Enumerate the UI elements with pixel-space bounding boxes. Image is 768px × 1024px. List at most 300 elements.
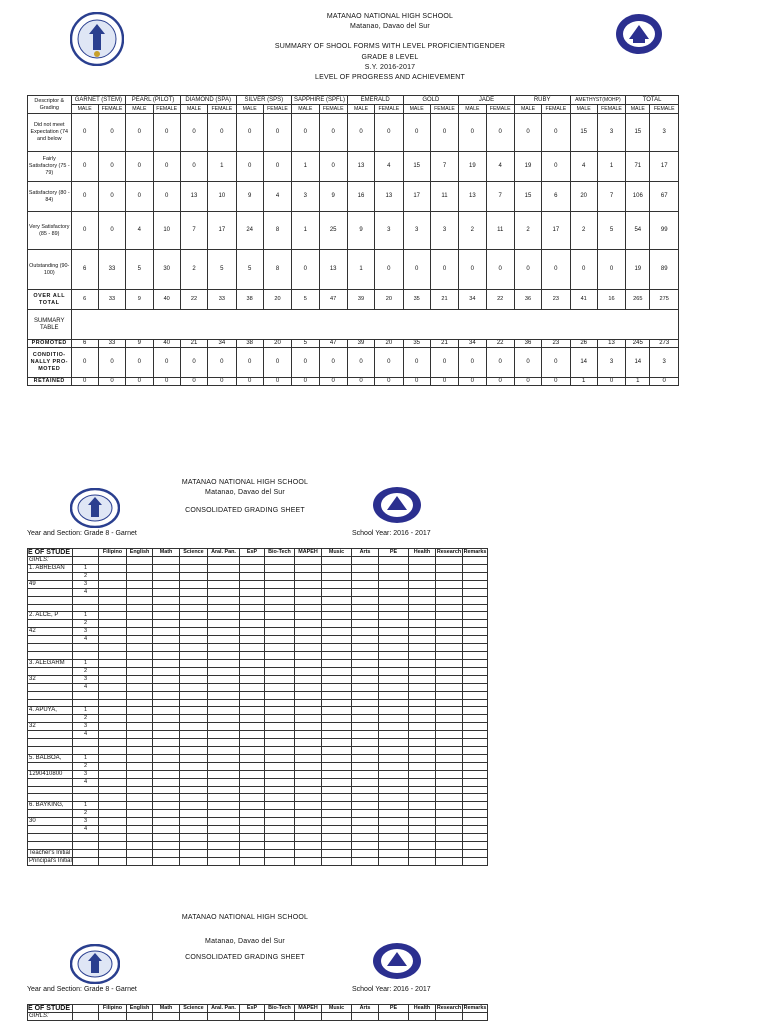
value-cell: 0 xyxy=(347,378,374,386)
grade-cell xyxy=(352,849,379,857)
grade-cell xyxy=(463,604,488,612)
value-cell: 21 xyxy=(180,340,207,348)
grade-cell xyxy=(240,597,265,605)
grade-cell xyxy=(208,802,240,810)
grade-cell xyxy=(153,715,180,723)
grade-cell xyxy=(265,683,295,691)
grade-cell xyxy=(463,557,488,565)
grade-cell xyxy=(127,818,153,826)
grade-cell xyxy=(127,849,153,857)
value-cell: 0 xyxy=(208,114,236,152)
grade-cell xyxy=(99,857,127,865)
grade-cell xyxy=(127,770,153,778)
value-cell: 15 xyxy=(626,114,650,152)
year-section: Year and Section: Grade 8 - Garnet xyxy=(27,530,137,537)
grade-cell xyxy=(180,810,208,818)
grade-cell xyxy=(180,786,208,794)
grade-cell xyxy=(180,754,208,762)
value-cell: 0 xyxy=(403,348,430,378)
grade-cell xyxy=(265,707,295,715)
grade-cell xyxy=(73,604,99,612)
grade-cell xyxy=(153,849,180,857)
student-id: 32 xyxy=(28,675,73,683)
female-header: FEMALE xyxy=(430,105,458,114)
column-header: Math xyxy=(153,1005,180,1013)
grade-cell xyxy=(409,557,436,565)
value-cell: 9 xyxy=(126,290,153,310)
grade-cell xyxy=(153,667,180,675)
male-header: MALE xyxy=(180,105,207,114)
grade-cell xyxy=(379,770,409,778)
grade-cell xyxy=(180,739,208,747)
grade-cell xyxy=(208,628,240,636)
column-header: Remarks xyxy=(463,1005,487,1011)
grade-cell xyxy=(409,612,436,620)
grade-cell xyxy=(322,691,352,699)
grade-cell xyxy=(436,747,463,755)
grade-cell xyxy=(409,636,436,644)
value-cell: 33 xyxy=(98,290,125,310)
grade-cell xyxy=(153,731,180,739)
value-cell: 0 xyxy=(319,114,347,152)
grade-cell xyxy=(180,589,208,597)
grade-cell xyxy=(436,604,463,612)
grade-cell xyxy=(463,723,488,731)
grade-cell xyxy=(240,612,265,620)
grade-cell xyxy=(99,754,127,762)
value-cell: 16 xyxy=(597,290,625,310)
value-cell: 0 xyxy=(430,250,458,290)
grade-cell xyxy=(379,754,409,762)
column-header: Aral. Pan. xyxy=(208,549,240,557)
value-cell: 6 xyxy=(71,340,98,348)
grade-cell xyxy=(295,604,322,612)
grade-cell xyxy=(99,612,127,620)
grading-sheet-table xyxy=(27,548,488,866)
section-header: RUBY xyxy=(514,96,570,105)
value-cell: 4 xyxy=(570,152,597,182)
grade-cell xyxy=(352,770,379,778)
grade-cell xyxy=(322,659,352,667)
sheet-row xyxy=(28,818,488,826)
grade-cell xyxy=(379,612,409,620)
grade-cell xyxy=(352,707,379,715)
grade-cell xyxy=(28,644,73,652)
grade-cell xyxy=(99,573,127,581)
value-cell: 22 xyxy=(486,290,514,310)
sheet-row xyxy=(28,849,488,857)
grade-cell xyxy=(180,659,208,667)
school-seal xyxy=(615,13,663,55)
grade-cell xyxy=(153,770,180,778)
value-cell: 0 xyxy=(126,348,153,378)
value-cell: 0 xyxy=(486,378,514,386)
value-cell: 4 xyxy=(375,152,403,182)
grade-cell xyxy=(240,604,265,612)
grade-cell xyxy=(379,834,409,842)
section-header: TOTAL xyxy=(626,96,679,105)
grade-cell xyxy=(409,841,436,849)
value-cell: 5 xyxy=(236,250,263,290)
grade-cell xyxy=(127,659,153,667)
grade-cell xyxy=(180,581,208,589)
grade-cell xyxy=(240,652,265,660)
grade-cell xyxy=(240,581,265,589)
grade-cell xyxy=(240,834,265,842)
sheet-title: CONSOLIDATED GRADING SHEET xyxy=(185,954,305,962)
girls-label: GIRLS: xyxy=(28,557,73,565)
grade-cell xyxy=(240,659,265,667)
column-header: Arts xyxy=(352,549,379,557)
sheet-row xyxy=(28,557,488,565)
grade-cell xyxy=(436,675,463,683)
grade-cell xyxy=(463,589,488,597)
grade-cell xyxy=(99,770,127,778)
grade-cell xyxy=(409,802,436,810)
grade-cell xyxy=(265,794,295,802)
female-header: FEMALE xyxy=(542,105,570,114)
grade-cell xyxy=(295,573,322,581)
grade-cell xyxy=(322,597,352,605)
quarter-number: 2 xyxy=(73,620,99,628)
grade-cell xyxy=(265,786,295,794)
grade-cell xyxy=(127,841,153,849)
grade-cell xyxy=(127,747,153,755)
grade-cell xyxy=(322,1013,352,1021)
school-name: MATANAO NATIONAL HIGH SCHOOL xyxy=(181,914,309,921)
value-cell: 14 xyxy=(570,348,597,378)
value-cell: 0 xyxy=(236,378,263,386)
row-label: Did not meet Expectation (74 and below xyxy=(28,114,72,152)
grade-cell xyxy=(409,747,436,755)
grade-cell xyxy=(379,778,409,786)
grade-cell xyxy=(352,857,379,865)
column-header xyxy=(73,1005,99,1013)
value-cell: 0 xyxy=(208,348,236,378)
value-cell: 0 xyxy=(180,152,207,182)
student-name: 1. ABREGAN xyxy=(28,565,73,573)
grade-cell xyxy=(436,786,463,794)
grade-cell xyxy=(352,612,379,620)
summary-header xyxy=(230,12,550,83)
grade-cell xyxy=(208,731,240,739)
value-cell: 7 xyxy=(430,152,458,182)
grade-cell xyxy=(379,699,409,707)
value-cell: 22 xyxy=(486,340,514,348)
grade-cell xyxy=(265,723,295,731)
grade-cell xyxy=(352,659,379,667)
value-cell: 0 xyxy=(430,114,458,152)
student-name: 5. BALBOA, xyxy=(28,754,73,762)
grade-cell xyxy=(379,683,409,691)
sheet-row xyxy=(28,589,488,597)
grade-cell xyxy=(463,857,488,865)
grade-cell xyxy=(352,826,379,834)
grade-cell xyxy=(436,739,463,747)
student-id: 1290410800 xyxy=(28,770,73,778)
grade-cell xyxy=(436,707,463,715)
section-header: PEARL (PILOT) xyxy=(126,96,181,105)
summary-title: SUMMARY OF SHOOL FORMS WITH LEVEL PROFICIENTIGENDER xyxy=(274,43,506,51)
value-cell: 20 xyxy=(375,340,403,348)
value-cell: 17 xyxy=(403,182,430,212)
grade-cell xyxy=(295,636,322,644)
grade-cell xyxy=(240,810,265,818)
value-cell: 0 xyxy=(375,250,403,290)
grade-cell xyxy=(28,636,73,644)
grade-cell xyxy=(180,683,208,691)
value-cell: 34 xyxy=(459,340,486,348)
grade-cell xyxy=(463,597,488,605)
grade-cell xyxy=(153,818,180,826)
grade-cell xyxy=(379,762,409,770)
grade-cell xyxy=(28,691,73,699)
grade-cell xyxy=(409,573,436,581)
grade-cell xyxy=(99,834,127,842)
value-cell: 22 xyxy=(180,290,207,310)
grade-cell xyxy=(379,739,409,747)
grade-cell xyxy=(436,589,463,597)
grade-cell xyxy=(352,589,379,597)
quarter-number: 1 xyxy=(73,565,99,573)
grade-cell xyxy=(322,604,352,612)
sheet-row xyxy=(28,652,488,660)
grade-cell xyxy=(153,659,180,667)
value-cell: 33 xyxy=(208,290,236,310)
grade-cell xyxy=(322,841,352,849)
grade-cell xyxy=(379,628,409,636)
grade-cell xyxy=(409,604,436,612)
grade-cell xyxy=(127,731,153,739)
grade-cell xyxy=(322,707,352,715)
value-cell: 0 xyxy=(153,378,180,386)
grade-cell xyxy=(127,667,153,675)
teacher-initial: Teacher's Initial xyxy=(28,849,73,857)
sheet-row xyxy=(28,1005,488,1013)
grade-cell xyxy=(127,557,153,565)
grade-cell xyxy=(295,818,322,826)
grade-cell xyxy=(153,691,180,699)
school-year: School Year: 2016 - 2017 xyxy=(352,530,431,537)
grade-cell xyxy=(99,841,127,849)
grade-cell xyxy=(240,762,265,770)
grade-cell xyxy=(28,715,73,723)
grade-cell xyxy=(265,565,295,573)
grade-level: GRADE 8 LEVEL xyxy=(361,53,419,61)
value-cell: 0 xyxy=(403,378,430,386)
grade-cell xyxy=(436,794,463,802)
value-cell: 23 xyxy=(542,340,570,348)
grade-cell xyxy=(208,557,240,565)
grade-cell xyxy=(153,834,180,842)
grade-cell xyxy=(28,739,73,747)
grade-cell xyxy=(352,834,379,842)
grade-cell xyxy=(153,644,180,652)
grade-cell xyxy=(180,1013,208,1021)
grade-cell xyxy=(409,810,436,818)
grade-cell xyxy=(265,1013,295,1021)
value-cell: 0 xyxy=(459,114,486,152)
sheet-row xyxy=(28,565,488,573)
grade-cell xyxy=(180,636,208,644)
quarter-number: 3 xyxy=(73,581,99,589)
grade-cell xyxy=(180,644,208,652)
grade-cell xyxy=(463,849,488,857)
summary-row xyxy=(28,114,679,152)
grade-cell xyxy=(265,747,295,755)
grade-cell xyxy=(295,786,322,794)
value-cell: 0 xyxy=(292,378,319,386)
student-name: 2. ALCE, P xyxy=(28,612,73,620)
grade-cell xyxy=(409,794,436,802)
grade-cell xyxy=(127,826,153,834)
summary-row xyxy=(28,250,679,290)
grade-cell xyxy=(73,644,99,652)
school-seal xyxy=(372,942,422,980)
grade-cell xyxy=(436,770,463,778)
grade-cell xyxy=(379,810,409,818)
quarter-number: 2 xyxy=(73,762,99,770)
value-cell: 3 xyxy=(292,182,319,212)
grade-cell xyxy=(265,834,295,842)
summary-table xyxy=(27,95,679,386)
grade-cell xyxy=(240,826,265,834)
grade-cell xyxy=(379,849,409,857)
value-cell: 2 xyxy=(570,212,597,250)
grade-cell xyxy=(180,675,208,683)
grade-cell xyxy=(436,849,463,857)
grade-cell xyxy=(153,612,180,620)
grade-cell xyxy=(73,557,99,565)
grade-cell xyxy=(73,747,99,755)
column-header: MAPEH xyxy=(295,1005,322,1013)
female-header: FEMALE xyxy=(650,105,679,114)
grade-cell xyxy=(153,675,180,683)
value-cell: 13 xyxy=(347,152,374,182)
value-cell: 23 xyxy=(542,290,570,310)
value-cell: 67 xyxy=(650,182,679,212)
value-cell: 33 xyxy=(98,250,125,290)
female-header: FEMALE xyxy=(153,105,180,114)
grade-cell xyxy=(295,707,322,715)
grade-cell xyxy=(127,612,153,620)
value-cell: 0 xyxy=(153,114,180,152)
grade-cell xyxy=(99,597,127,605)
grade-cell xyxy=(28,762,73,770)
column-header: Arts xyxy=(352,1005,379,1013)
grade-cell xyxy=(99,589,127,597)
grade-cell xyxy=(180,612,208,620)
value-cell: 3 xyxy=(430,212,458,250)
value-cell: 0 xyxy=(542,378,570,386)
grade-cell xyxy=(180,723,208,731)
grade-cell xyxy=(28,747,73,755)
grade-cell xyxy=(180,841,208,849)
grade-cell xyxy=(153,826,180,834)
grade-cell xyxy=(463,802,488,810)
value-cell: 3 xyxy=(650,114,679,152)
grade-cell xyxy=(99,739,127,747)
sheet-row xyxy=(28,581,488,589)
sheet-row xyxy=(28,739,488,747)
section-header: DIAMOND (SPA) xyxy=(180,96,236,105)
row-label: CONDITIO- NALLY PRO- MOTED xyxy=(28,348,72,378)
value-cell: 0 xyxy=(263,152,291,182)
grade-cell xyxy=(265,597,295,605)
grade-cell xyxy=(240,636,265,644)
grade-cell xyxy=(436,841,463,849)
column-header: Math xyxy=(153,549,180,557)
grade-cell xyxy=(322,754,352,762)
grade-cell xyxy=(73,597,99,605)
grade-cell xyxy=(379,565,409,573)
value-cell: 21 xyxy=(430,340,458,348)
progress-title: LEVEL OF PROGRESS AND ACHIEVEMENT xyxy=(315,74,465,82)
quarter-number: 4 xyxy=(73,731,99,739)
sheet-header xyxy=(160,478,330,517)
grade-cell xyxy=(463,699,488,707)
grade-cell xyxy=(295,810,322,818)
sheet-row xyxy=(28,731,488,739)
grade-cell xyxy=(180,715,208,723)
grade-cell xyxy=(409,691,436,699)
school-address: Matanao, Davao del Sur xyxy=(350,23,430,31)
value-cell: 0 xyxy=(126,378,153,386)
grade-cell xyxy=(322,723,352,731)
grade-cell xyxy=(265,620,295,628)
grade-cell xyxy=(240,786,265,794)
grade-cell xyxy=(99,620,127,628)
grade-cell xyxy=(28,683,73,691)
summary-row xyxy=(28,152,679,182)
grade-cell xyxy=(463,834,488,842)
grade-cell xyxy=(352,644,379,652)
value-cell: 20 xyxy=(263,340,291,348)
grade-cell xyxy=(153,810,180,818)
value-cell: 0 xyxy=(180,378,207,386)
grade-cell xyxy=(127,597,153,605)
grade-cell xyxy=(99,581,127,589)
grade-cell xyxy=(240,778,265,786)
male-header: MALE xyxy=(71,105,98,114)
grade-cell xyxy=(208,636,240,644)
value-cell: 106 xyxy=(626,182,650,212)
grade-cell xyxy=(208,739,240,747)
grade-cell xyxy=(127,778,153,786)
column-header: E OF STUDE xyxy=(28,549,73,557)
grade-cell xyxy=(409,739,436,747)
value-cell: 15 xyxy=(514,182,541,212)
value-cell: 17 xyxy=(650,152,679,182)
grade-cell xyxy=(379,707,409,715)
grade-cell xyxy=(73,849,99,857)
grade-cell xyxy=(379,794,409,802)
grade-cell xyxy=(180,770,208,778)
grade-cell xyxy=(463,826,488,834)
grade-cell xyxy=(463,778,488,786)
grade-cell xyxy=(436,699,463,707)
male-header: MALE xyxy=(126,105,153,114)
grade-cell xyxy=(379,581,409,589)
value-cell: 275 xyxy=(650,290,679,310)
grade-cell xyxy=(240,739,265,747)
grade-cell xyxy=(409,770,436,778)
student-id: 42 xyxy=(28,628,73,636)
value-cell: 2 xyxy=(514,212,541,250)
sheet-row xyxy=(28,620,488,628)
value-cell: 0 xyxy=(292,114,319,152)
sheet-row xyxy=(28,754,488,762)
